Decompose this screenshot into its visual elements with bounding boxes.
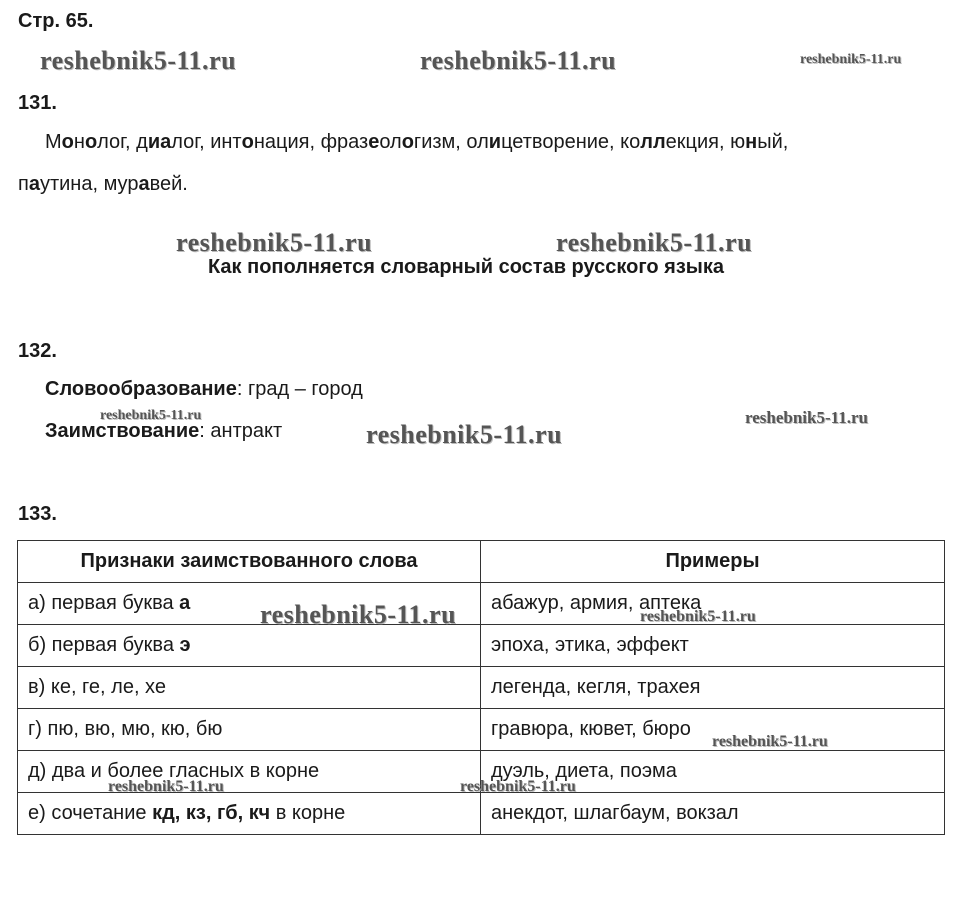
exercise-number-131: 131. xyxy=(18,92,57,114)
exercise-131-text xyxy=(18,121,948,205)
table-header-row xyxy=(18,541,945,583)
feature-cell: в) ке, ге, ле, хе xyxy=(18,667,481,709)
feature-cell: е) сочетание кд, кз, гб, кч в корне xyxy=(18,793,481,835)
examples-cell: абажур, армия, аптека xyxy=(481,583,945,625)
feature-cell: а) первая буква а xyxy=(18,583,481,625)
header-features: Признаки заимствованного слова xyxy=(18,541,481,583)
watermark: reshebnik5-11.ru xyxy=(100,408,202,423)
examples-cell: гравюра, кювет, бюро xyxy=(481,709,945,751)
watermark: reshebnik5-11.ru xyxy=(108,778,224,795)
watermark: reshebnik5-11.ru xyxy=(745,408,868,427)
table-row xyxy=(18,625,945,667)
examples-cell: дуэль, диета, поэма xyxy=(481,751,945,793)
watermark: reshebnik5-11.ru xyxy=(260,600,457,629)
watermark: reshebnik5-11.ru xyxy=(40,46,237,75)
watermark: reshebnik5-11.ru xyxy=(556,228,753,257)
exercise-132-item-2: Заимствование: антракт xyxy=(45,420,283,442)
watermark: reshebnik5-11.ru xyxy=(366,420,563,449)
watermark: reshebnik5-11.ru xyxy=(800,52,902,67)
exercise-131-line-1: Монолог, диалог, интонация, фразеологизм, олицетворение, коллекция, юный, xyxy=(45,131,789,153)
examples-cell: эпоха, этика, эффект xyxy=(481,625,945,667)
header-examples: Примеры xyxy=(481,541,945,583)
table-row xyxy=(18,667,945,709)
watermark: reshebnik5-11.ru xyxy=(640,608,756,625)
feature-cell: б) первая буква э xyxy=(18,625,481,667)
exercise-number-133: 133. xyxy=(18,503,57,525)
section-heading: Как пополняется словарный состав русского языка xyxy=(207,256,724,278)
exercise-number-132: 132. xyxy=(18,340,57,362)
page-label: Стр. 65. xyxy=(18,10,94,32)
exercise-132-item-1: Словообразование: град – город xyxy=(45,378,363,400)
examples-cell: анекдот, шлагбаум, вокзал xyxy=(481,793,945,835)
exercise-131-line-2: паутина, муравей. xyxy=(18,173,188,195)
table-row xyxy=(18,793,945,835)
watermark: reshebnik5-11.ru xyxy=(176,228,373,257)
watermark: reshebnik5-11.ru xyxy=(420,46,617,75)
table-row xyxy=(18,583,945,625)
feature-cell: д) два и более гласных в корне xyxy=(18,751,481,793)
watermark: reshebnik5-11.ru xyxy=(712,733,828,750)
watermark: reshebnik5-11.ru xyxy=(460,778,576,795)
feature-cell: г) пю, вю, мю, кю, бю xyxy=(18,709,481,751)
examples-cell: легенда, кегля, трахея xyxy=(481,667,945,709)
